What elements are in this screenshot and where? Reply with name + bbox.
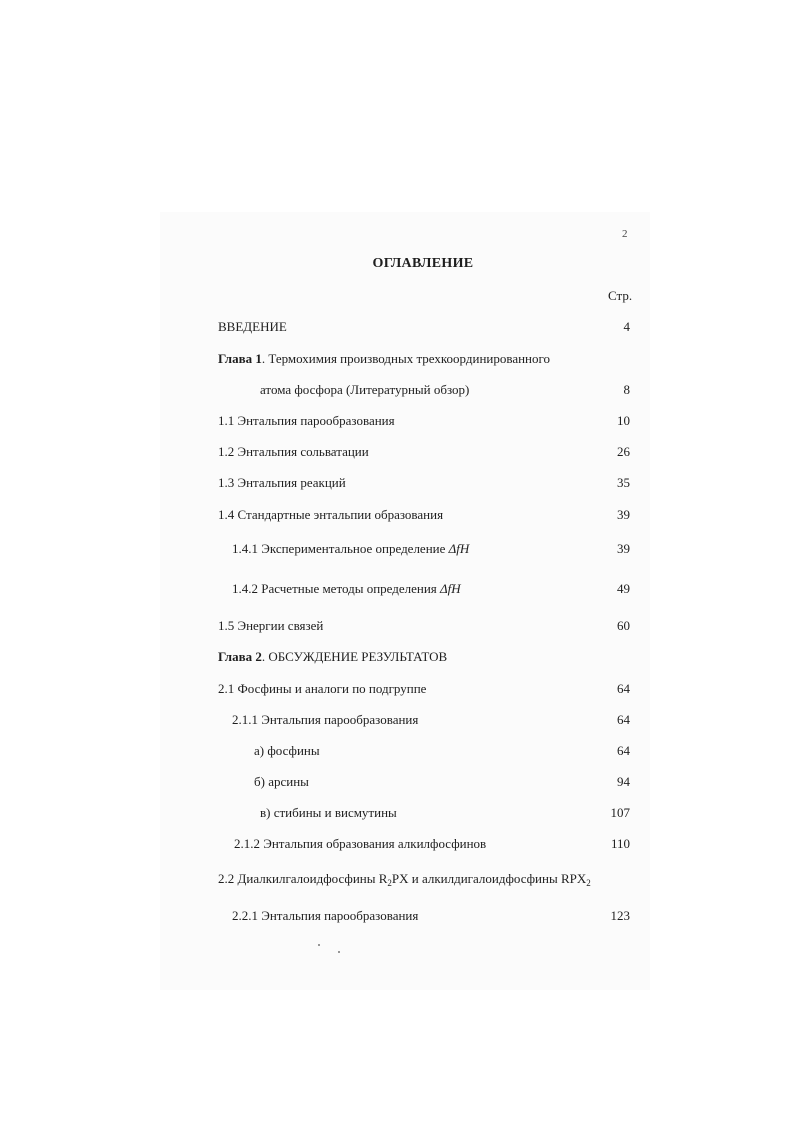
chapter-prefix: Глава 2 <box>218 649 262 664</box>
toc-entry <box>218 617 630 635</box>
toc-entry-page: 8 <box>623 382 630 397</box>
toc-entry-label: б) арсины <box>254 774 309 789</box>
toc-entry-label: 1.4 Стандартные энтальпии образования <box>218 507 444 522</box>
toc-entry-label: ВВЕДЕНИЕ <box>218 319 287 334</box>
toc-entry-page: 49 <box>617 581 630 596</box>
toc-entry <box>218 580 630 598</box>
toc-entry-label: 2.2 Диалкилгалоидфосфины R <box>218 871 388 886</box>
toc-entry-page: 35 <box>617 475 630 490</box>
toc-entry <box>218 474 630 492</box>
toc-entry-label: 1.4.1 Экспериментальное определение <box>232 541 449 556</box>
toc-entry-page: 107 <box>610 805 630 820</box>
toc-entry-label: 2.1 Фосфины и аналоги по подгруппе <box>218 681 427 696</box>
toc-entry-page: 94 <box>617 774 630 789</box>
toc-entry-page: 39 <box>617 507 630 522</box>
subscript: 2 <box>586 878 591 888</box>
toc-entry-page: 26 <box>617 444 630 459</box>
toc-chapter-heading <box>218 350 630 368</box>
toc-entry <box>218 412 630 430</box>
toc-entry-page: 64 <box>617 681 630 696</box>
toc-entry <box>218 680 630 698</box>
toc-entry-label: 1.3 Энтальпия реакций <box>218 475 346 490</box>
toc-entry-page: 123 <box>610 908 630 923</box>
toc-entry <box>220 835 630 853</box>
toc-entry-page: 60 <box>617 618 630 633</box>
toc-entry-label: . Термохимия производных трехкоординированного <box>261 351 551 366</box>
toc-entry-label: 1.4.2 Расчетные методы определения <box>232 581 441 596</box>
toc-entry-label: 1.1 Энтальпия парообразования <box>218 413 395 428</box>
page-column-header: Стр. <box>608 288 633 303</box>
subscript: 2 <box>387 878 392 888</box>
toc-chapter-heading <box>218 648 630 666</box>
toc-entry-page: 4 <box>623 319 630 334</box>
delta-f-h-symbol: ΔfH <box>448 541 470 556</box>
page-number: 2 <box>622 228 628 240</box>
toc-entry-page: 110 <box>610 836 630 851</box>
toc-entry <box>218 711 630 729</box>
toc-entry <box>218 540 630 558</box>
toc-entry <box>218 443 630 461</box>
toc-entry <box>218 804 630 822</box>
toc-entry-label: 1.2 Энтальпия сольватации <box>218 444 369 459</box>
delta-f-h-symbol: ΔfH <box>440 581 461 596</box>
toc-entry <box>218 870 638 888</box>
toc-entry-label: атома фосфора (Литературный обзор) <box>260 382 470 397</box>
toc-entry-label: 1.5 Энергии связей <box>218 618 324 633</box>
toc-entry-label: в) стибины и висмутины <box>260 805 397 820</box>
toc-entry <box>218 907 630 925</box>
page-title: ОГЛАВЛЕНИЕ <box>372 256 474 271</box>
toc-entry <box>218 742 630 760</box>
toc-entry <box>218 506 630 524</box>
chapter-prefix: Глава 1 <box>218 351 262 366</box>
toc-entry-page: 64 <box>617 743 630 758</box>
scan-speck <box>318 944 320 946</box>
toc-entry-label: 2.2.1 Энтальпия парообразования <box>232 908 419 923</box>
toc-entry <box>218 381 630 399</box>
toc-entry <box>218 773 630 791</box>
toc-entry <box>218 318 630 336</box>
toc-entry-page: 39 <box>617 541 630 556</box>
toc-entry-page: 10 <box>617 413 630 428</box>
toc-entry-label: . ОБСУЖДЕНИЕ РЕЗУЛЬТАТОВ <box>261 649 448 664</box>
toc-entry-label: а) фосфины <box>254 743 320 758</box>
toc-entry-label: 2.1.1 Энтальпия парообразования <box>232 712 419 727</box>
toc-entry-label: 2.1.2 Энтальпия образования алкилфосфинов <box>234 836 487 851</box>
scan-speck <box>338 951 340 953</box>
toc-entry-page: 64 <box>617 712 630 727</box>
toc-entry-label: PX и алкилдигалоидфосфины RPX <box>391 871 587 886</box>
